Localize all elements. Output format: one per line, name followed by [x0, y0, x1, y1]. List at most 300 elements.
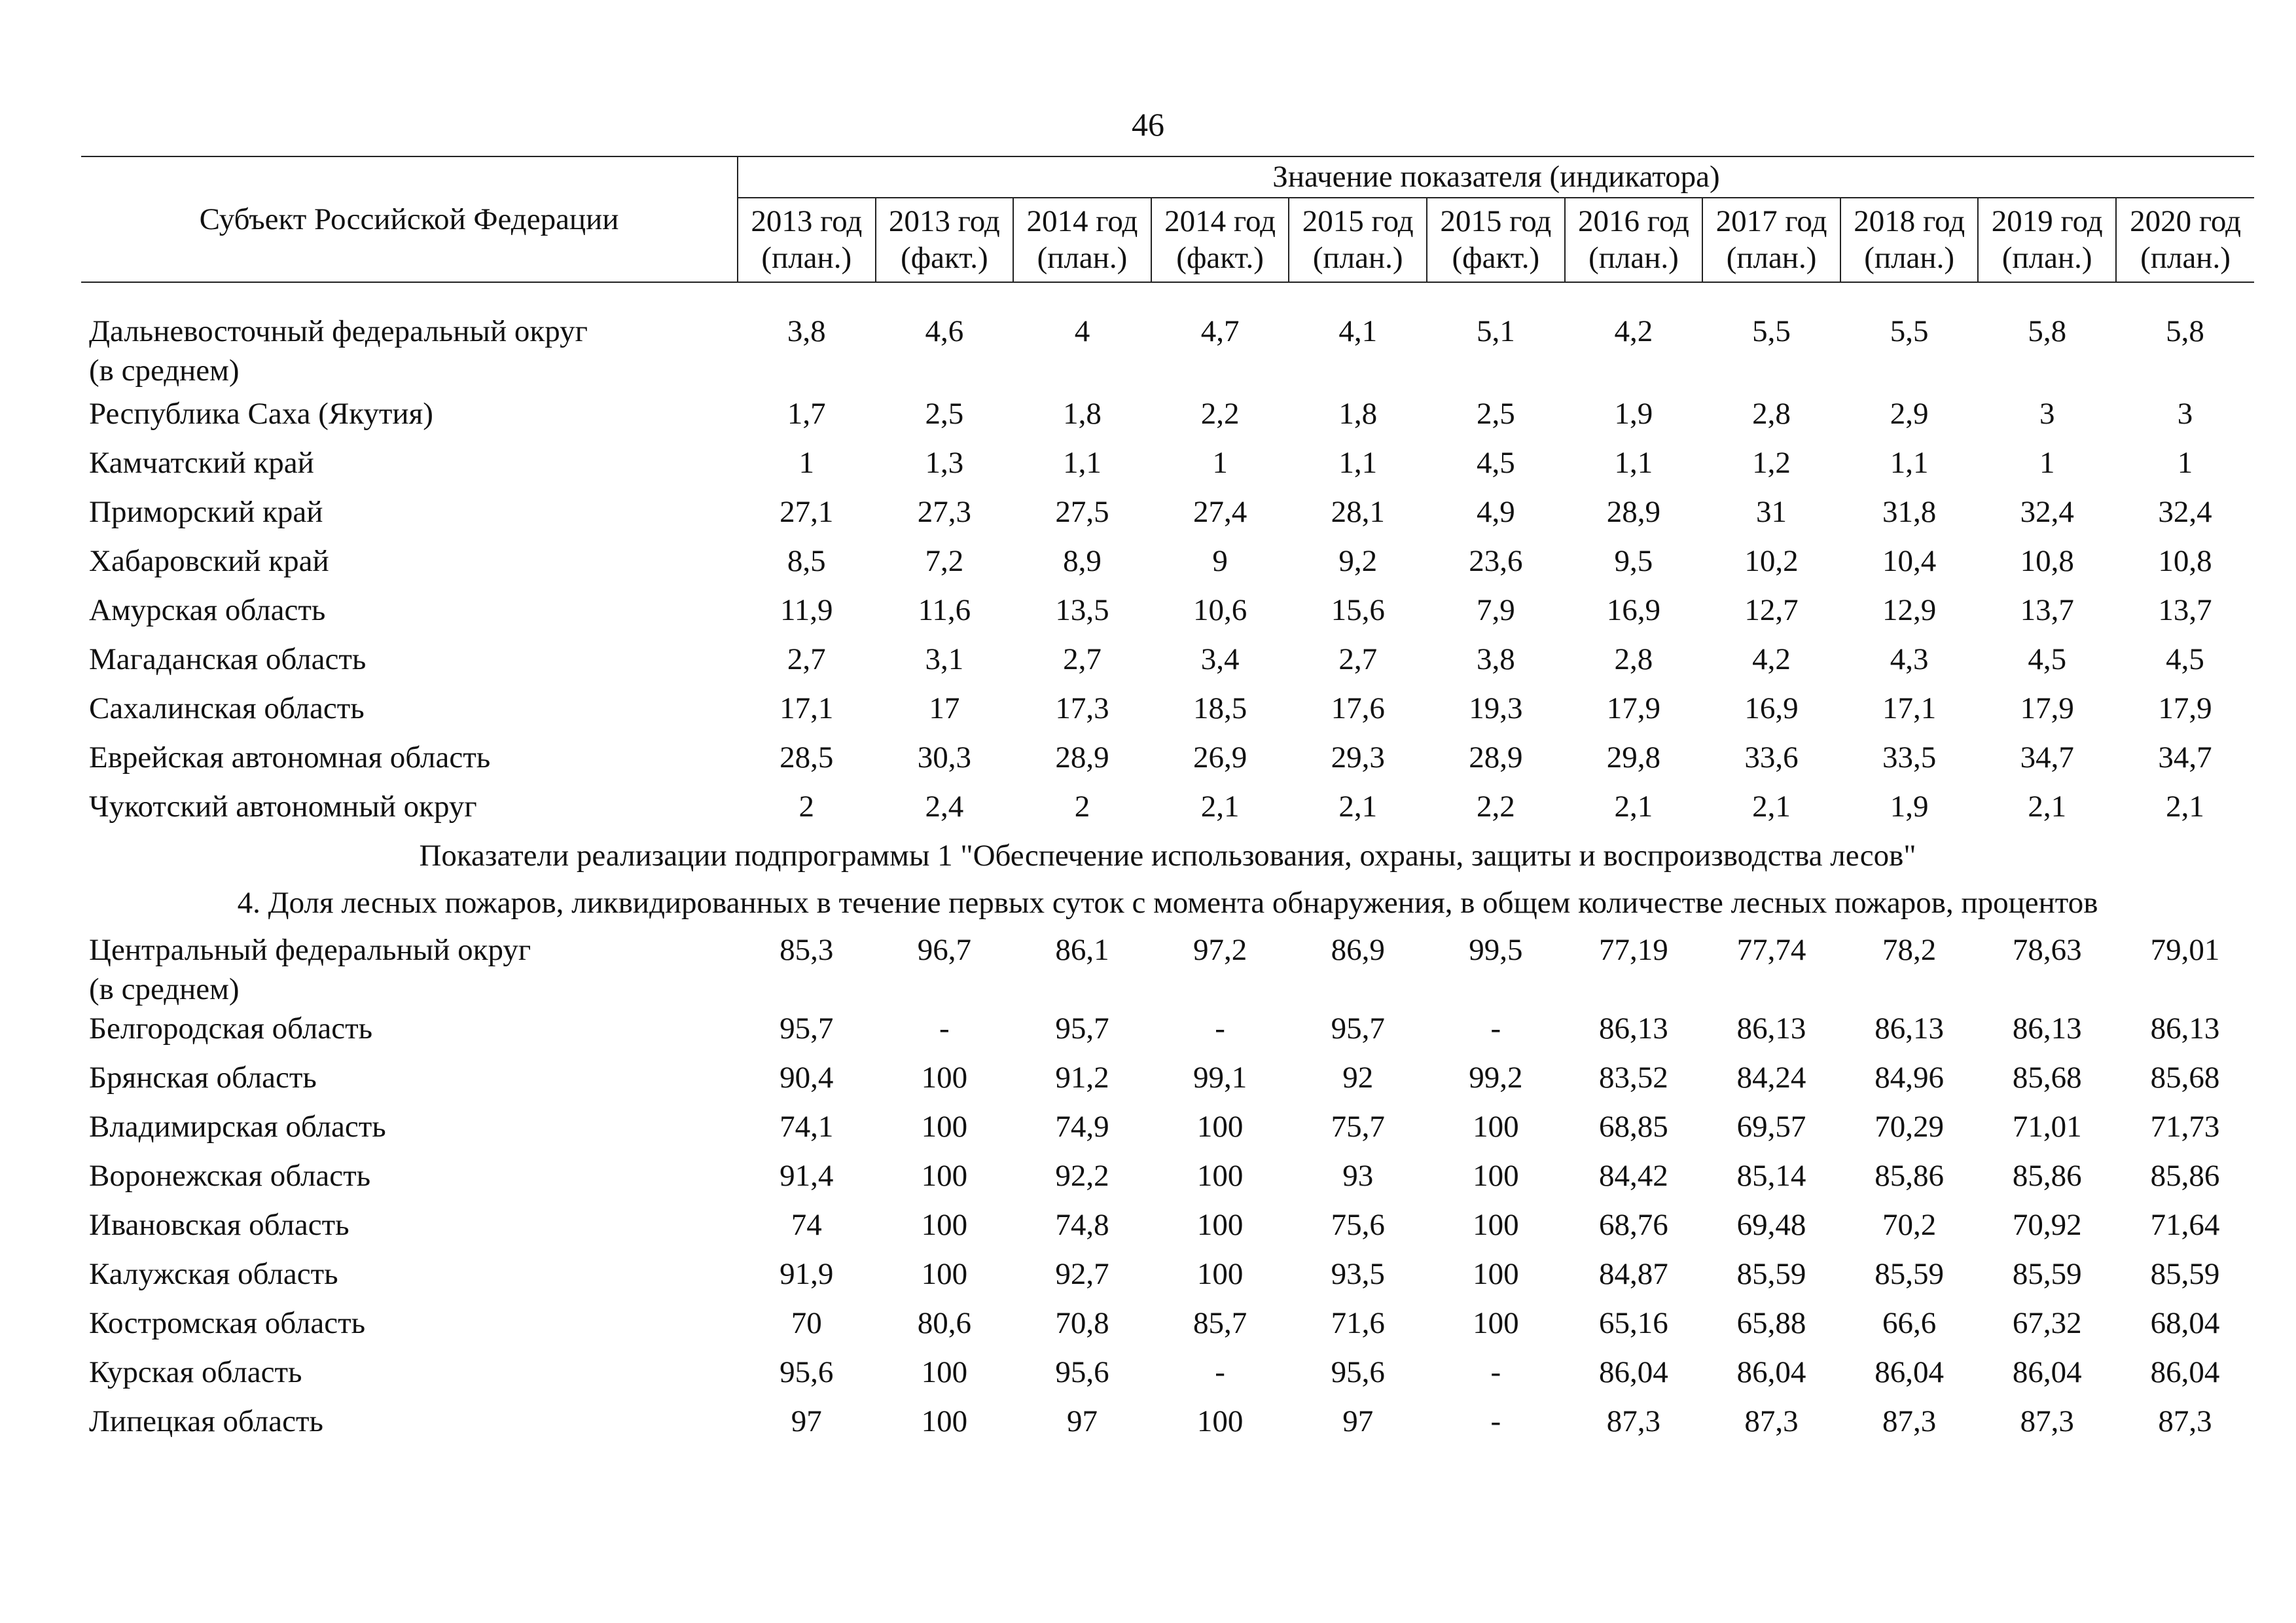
value-cell: 1,8 — [1338, 397, 1378, 431]
year-label: 2017 год — [1715, 204, 1827, 239]
year-column-header — [1565, 198, 1703, 282]
subject-cell: Центральный федеральный округ (в среднем) — [89, 933, 531, 1006]
value-cell: 86,13 — [2150, 1012, 2220, 1046]
value-cell: 4,2 — [1752, 642, 1791, 676]
value-cell: 100 — [1473, 1110, 1519, 1144]
value-cell: 4,5 — [1476, 446, 1515, 480]
value-cell: 1,1 — [1338, 446, 1378, 480]
value-cell: 86,13 — [1874, 1012, 1945, 1046]
value-cell: 74,1 — [780, 1110, 834, 1144]
value-cell: 1,2 — [1752, 446, 1791, 480]
value-cell: 85,59 — [1736, 1257, 1806, 1291]
value-cell: 80,6 — [917, 1306, 971, 1340]
year-label: 2013 год — [888, 204, 1000, 239]
value-cell: 86,04 — [2012, 1355, 2082, 1389]
value-cell: 78,2 — [1882, 933, 1937, 967]
value-cell: 17,9 — [2158, 691, 2212, 725]
value-cell: 100 — [1473, 1208, 1519, 1242]
value-cell: 2 — [798, 790, 815, 824]
table-row — [81, 1254, 2254, 1304]
value-cell: 79,01 — [2150, 933, 2220, 967]
value-cell: 2,1 — [1200, 790, 1240, 824]
year-label: 2015 год — [1302, 204, 1414, 239]
value-cell: - — [939, 1012, 950, 1046]
value-cell: 84,24 — [1736, 1061, 1806, 1095]
table-row — [81, 1205, 2254, 1254]
subject-cell: Хабаровский край — [89, 544, 329, 578]
value-cell: 68,85 — [1599, 1110, 1668, 1144]
value-cell: 91,9 — [780, 1257, 834, 1291]
value-cell: 87,3 — [2020, 1404, 2074, 1438]
value-cell: - — [1215, 1012, 1225, 1046]
table-row — [81, 738, 2254, 787]
value-cell: 23,6 — [1469, 544, 1523, 578]
value-cell: 70 — [791, 1306, 822, 1340]
value-cell: 68,76 — [1599, 1208, 1668, 1242]
value-cell: 5,8 — [2028, 314, 2067, 348]
value-cell: 100 — [921, 1355, 968, 1389]
value-cell: 1,1 — [1890, 446, 1929, 480]
subject-cell: Магаданская область — [89, 642, 367, 676]
value-cell: 4,7 — [1200, 314, 1240, 348]
table-row — [81, 640, 2254, 689]
value-cell: 2,9 — [1890, 397, 1929, 431]
value-cell: 85,86 — [1874, 1159, 1945, 1193]
value-cell: 7,9 — [1476, 593, 1515, 627]
value-cell: 13,5 — [1055, 593, 1109, 627]
year-column-header — [1013, 198, 1151, 282]
subprogram-title: Показатели реализации подпрограммы 1 "Обеспечение использования, охраны, защиты и воспроизводства лесов" — [419, 839, 1916, 873]
value-cell: 100 — [921, 1404, 968, 1438]
value-cell: 2,1 — [2166, 790, 2204, 824]
subject-cell: Калужская область — [89, 1257, 338, 1291]
subject-cell: Липецкая область — [89, 1404, 323, 1438]
value-cell: 17,1 — [780, 691, 834, 725]
value-kind-label: (план.) — [1588, 241, 1679, 276]
value-cell: 34,7 — [2020, 740, 2074, 775]
page-number: 46 — [1132, 106, 1164, 143]
value-cell: 87,3 — [1882, 1404, 1937, 1438]
value-cell: 3,8 — [1476, 642, 1515, 676]
indicator-value-group-header: Значение показателя (индикатора) — [738, 156, 2254, 198]
indicator-title: 4. Доля лесных пожаров, ликвидированных в течение первых суток с момента обнаружения, в общем количестве лесных пожаров, процентов — [237, 886, 2098, 920]
table-row — [81, 541, 2254, 591]
value-cell: 4,3 — [1890, 642, 1929, 676]
subprogram-title-row — [81, 836, 2254, 883]
value-cell: 86,13 — [2012, 1012, 2082, 1046]
value-cell: 77,19 — [1599, 933, 1668, 967]
value-kind-label: (план.) — [1037, 241, 1128, 276]
value-cell: 17,9 — [1606, 691, 1661, 725]
year-column-header — [738, 198, 876, 282]
value-cell: 10,4 — [1882, 544, 1937, 578]
subject-cell: Владимирская область — [89, 1110, 386, 1144]
value-cell: 90,4 — [780, 1061, 834, 1095]
value-cell: 19,3 — [1469, 691, 1523, 725]
table-row — [81, 492, 2254, 541]
value-cell: 91,4 — [780, 1159, 834, 1193]
value-cell: 86,9 — [1331, 933, 1385, 967]
year-label: 2015 год — [1440, 204, 1552, 239]
value-cell: 85,86 — [2012, 1159, 2082, 1193]
value-cell: 100 — [1473, 1159, 1519, 1193]
value-cell: 93,5 — [1331, 1257, 1385, 1291]
value-kind-label: (факт.) — [1176, 241, 1264, 276]
value-cell: 95,6 — [1331, 1355, 1385, 1389]
table-row — [81, 591, 2254, 640]
value-cell: 74 — [791, 1208, 822, 1242]
value-cell: 99,1 — [1193, 1061, 1247, 1095]
value-cell: 74,8 — [1055, 1208, 1109, 1242]
value-kind-label: (план.) — [1312, 241, 1403, 276]
value-cell: 28,9 — [1606, 495, 1661, 529]
subject-cell: Сахалинская область — [89, 691, 365, 725]
value-cell: 95,6 — [780, 1355, 834, 1389]
value-cell: 87,3 — [1606, 1404, 1661, 1438]
subject-cell: Камчатский край — [89, 446, 314, 480]
table-row — [81, 1304, 2254, 1353]
value-cell: 75,7 — [1331, 1110, 1385, 1144]
value-cell: 100 — [921, 1257, 968, 1291]
year-column-header — [1702, 198, 1840, 282]
value-cell: 7,2 — [925, 544, 964, 578]
value-cell: 2,8 — [1614, 642, 1653, 676]
year-label: 2018 год — [1854, 204, 1965, 239]
value-cell: 87,3 — [2158, 1404, 2212, 1438]
value-cell: 10,8 — [2158, 544, 2212, 578]
value-cell: 85,7 — [1193, 1306, 1247, 1340]
value-cell: 70,29 — [1874, 1110, 1945, 1144]
value-cell: 28,5 — [780, 740, 834, 775]
year-label: 2014 год — [1026, 204, 1138, 239]
value-cell: 27,5 — [1055, 495, 1109, 529]
value-cell: 71,6 — [1331, 1306, 1385, 1340]
value-cell: 83,52 — [1599, 1061, 1668, 1095]
spacer — [81, 282, 2254, 312]
value-cell: 85,59 — [1874, 1257, 1945, 1291]
value-cell: 92,2 — [1055, 1159, 1109, 1193]
value-cell: 97 — [791, 1404, 822, 1438]
value-cell: 2,1 — [1614, 790, 1653, 824]
year-column-header — [1427, 198, 1565, 282]
value-cell: 1 — [798, 446, 815, 480]
table-row — [81, 1402, 2254, 1451]
value-cell: 92,7 — [1055, 1257, 1109, 1291]
subject-cell: Дальневосточный федеральный округ (в среднем) — [89, 314, 588, 388]
value-cell: 100 — [921, 1061, 968, 1095]
value-cell: 87,3 — [1744, 1404, 1799, 1438]
value-cell: 2,1 — [1338, 790, 1378, 824]
value-cell: 8,9 — [1063, 544, 1102, 578]
value-cell: 26,9 — [1193, 740, 1247, 775]
value-cell: 15,6 — [1331, 593, 1385, 627]
value-cell: 8,5 — [787, 544, 826, 578]
year-column-header — [2116, 198, 2254, 282]
value-cell: 97 — [1066, 1404, 1098, 1438]
value-cell: 84,42 — [1599, 1159, 1668, 1193]
value-cell: 5,1 — [1476, 314, 1515, 348]
value-cell: 27,1 — [780, 495, 834, 529]
table-row — [81, 930, 2254, 1009]
value-cell: 86,04 — [1736, 1355, 1806, 1389]
value-cell: 95,7 — [1055, 1012, 1109, 1046]
value-cell: - — [1490, 1355, 1501, 1389]
value-cell: 28,9 — [1055, 740, 1109, 775]
subject-cell: Еврейская автономная область — [89, 740, 491, 775]
value-cell: 85,68 — [2012, 1061, 2082, 1095]
value-cell: 3,1 — [925, 642, 964, 676]
value-cell: 5,5 — [1752, 314, 1791, 348]
value-cell: 100 — [921, 1208, 968, 1242]
value-cell: 99,2 — [1469, 1061, 1523, 1095]
value-cell: 27,3 — [917, 495, 971, 529]
value-cell: 66,6 — [1882, 1306, 1937, 1340]
value-cell: 85,86 — [2150, 1159, 2220, 1193]
value-kind-label: (план.) — [2140, 241, 2231, 276]
value-cell: 9,2 — [1338, 544, 1378, 578]
value-cell: 2,8 — [1752, 397, 1791, 431]
table-row — [81, 443, 2254, 492]
value-cell: 27,4 — [1193, 495, 1247, 529]
value-cell: 12,9 — [1882, 593, 1937, 627]
subject-cell: Костромская область — [89, 1306, 366, 1340]
value-cell: 85,14 — [1736, 1159, 1806, 1193]
value-kind-label: (план.) — [1726, 241, 1817, 276]
table-row — [81, 1353, 2254, 1402]
value-cell: 85,3 — [780, 933, 834, 967]
value-cell: 3 — [2039, 397, 2055, 431]
value-cell: 10,2 — [1744, 544, 1799, 578]
value-cell: 3,8 — [787, 314, 826, 348]
subject-cell: Брянская область — [89, 1061, 317, 1095]
value-cell: 2,7 — [1063, 642, 1102, 676]
value-cell: 84,96 — [1874, 1061, 1945, 1095]
value-cell: 71,73 — [2150, 1110, 2220, 1144]
value-cell: 4,5 — [2028, 642, 2067, 676]
year-label: 2020 год — [2130, 204, 2241, 239]
value-cell: 2,1 — [2028, 790, 2067, 824]
year-column-header — [1289, 198, 1427, 282]
value-cell: 100 — [1196, 1404, 1244, 1438]
value-cell: 10,6 — [1193, 593, 1247, 627]
value-cell: 10,8 — [2020, 544, 2074, 578]
value-cell: 2,2 — [1476, 790, 1515, 824]
value-cell: 28,9 — [1469, 740, 1523, 775]
value-cell: 85,59 — [2012, 1257, 2082, 1291]
value-cell: 28,1 — [1331, 495, 1385, 529]
subject-cell: Приморский край — [89, 495, 323, 529]
value-cell: 99,5 — [1469, 933, 1523, 967]
value-cell: 100 — [921, 1159, 968, 1193]
value-cell: 86,04 — [1599, 1355, 1668, 1389]
value-cell: 1 — [1212, 446, 1228, 480]
value-cell: 95,6 — [1055, 1355, 1109, 1389]
table-row — [81, 787, 2254, 836]
table-row — [81, 1107, 2254, 1156]
value-cell: 86,04 — [2150, 1355, 2220, 1389]
value-cell: 1,9 — [1890, 790, 1929, 824]
subject-cell: Республика Саха (Якутия) — [89, 397, 433, 431]
value-cell: 77,74 — [1736, 933, 1806, 967]
value-cell: 86,13 — [1736, 1012, 1806, 1046]
subject-cell: Чукотский автономный округ — [89, 790, 477, 824]
value-cell: 1,3 — [925, 446, 964, 480]
value-cell: 1 — [2039, 446, 2055, 480]
year-label: 2019 год — [1991, 204, 2103, 239]
year-column-header — [1978, 198, 2116, 282]
value-cell: 71,64 — [2150, 1208, 2220, 1242]
value-cell: 17,3 — [1055, 691, 1109, 725]
year-column-header — [876, 198, 1014, 282]
subject-cell: Курская область — [89, 1355, 302, 1389]
value-cell: 86,1 — [1055, 933, 1109, 967]
value-cell: 13,7 — [2020, 593, 2074, 627]
value-cell: 70,8 — [1055, 1306, 1109, 1340]
subject-cell: Амурская область — [89, 593, 326, 627]
value-cell: 9,5 — [1614, 544, 1653, 578]
value-cell: 2,1 — [1752, 790, 1791, 824]
value-cell: 97 — [1342, 1404, 1374, 1438]
value-cell: 69,48 — [1736, 1208, 1806, 1242]
value-cell: 100 — [1473, 1306, 1519, 1340]
subject-column-header: Субъект Российской Федерации — [81, 156, 738, 282]
value-cell: 2,7 — [1338, 642, 1378, 676]
subject-cell: Ивановская область — [89, 1208, 350, 1242]
value-cell: 33,5 — [1882, 740, 1937, 775]
value-cell: 97,2 — [1193, 933, 1247, 967]
value-cell: 100 — [1196, 1110, 1244, 1144]
value-cell: 1,7 — [787, 397, 826, 431]
value-cell: 100 — [1196, 1257, 1244, 1291]
value-cell: 92 — [1342, 1061, 1374, 1095]
value-cell: 1,1 — [1063, 446, 1102, 480]
value-cell: 85,68 — [2150, 1061, 2220, 1095]
value-cell: 95,7 — [1331, 1012, 1385, 1046]
value-cell: 1 — [2177, 446, 2193, 480]
indicator-title-row — [81, 883, 2254, 930]
value-cell: 31,8 — [1882, 495, 1937, 529]
value-kind-label: (план.) — [1864, 241, 1954, 276]
value-cell: 1,1 — [1614, 446, 1653, 480]
value-cell: 32,4 — [2158, 495, 2212, 529]
value-cell: 86,04 — [1874, 1355, 1945, 1389]
value-cell: 74,9 — [1055, 1110, 1109, 1144]
value-cell: 100 — [921, 1110, 968, 1144]
value-cell: 4,9 — [1476, 495, 1515, 529]
subject-cell: Воронежская область — [89, 1159, 371, 1193]
table-body — [81, 282, 2254, 1451]
value-cell: 67,32 — [2012, 1306, 2082, 1340]
value-cell: 95,7 — [780, 1012, 834, 1046]
value-cell: 16,9 — [1606, 593, 1661, 627]
value-cell: 100 — [1473, 1257, 1519, 1291]
value-cell: 4 — [1074, 314, 1090, 348]
value-kind-label: (план.) — [761, 241, 852, 276]
value-cell: 70,92 — [2012, 1208, 2082, 1242]
value-cell: 34,7 — [2158, 740, 2212, 775]
value-cell: 13,7 — [2158, 593, 2212, 627]
value-cell: - — [1490, 1404, 1501, 1438]
value-cell: - — [1215, 1355, 1225, 1389]
value-cell: 5,5 — [1890, 314, 1929, 348]
value-cell: 18,5 — [1193, 691, 1247, 725]
indicators-table — [81, 156, 2254, 1451]
value-cell: 4,1 — [1338, 314, 1378, 348]
value-kind-label: (факт.) — [1452, 241, 1540, 276]
value-cell: 12,7 — [1744, 593, 1799, 627]
value-cell: 1,8 — [1063, 397, 1102, 431]
value-cell: 4,2 — [1614, 314, 1653, 348]
value-cell: 2,5 — [925, 397, 964, 431]
table-row — [81, 1058, 2254, 1107]
value-cell: 5,8 — [2166, 314, 2204, 348]
value-cell: 65,16 — [1599, 1306, 1668, 1340]
value-cell: 78,63 — [2012, 933, 2082, 967]
value-cell: 71,01 — [2012, 1110, 2082, 1144]
value-cell: 69,57 — [1736, 1110, 1806, 1144]
value-cell: 75,6 — [1331, 1208, 1385, 1242]
value-cell: - — [1490, 1012, 1501, 1046]
value-cell: 68,04 — [2150, 1306, 2220, 1340]
value-cell: 93 — [1342, 1159, 1374, 1193]
value-cell: 17,6 — [1331, 691, 1385, 725]
value-cell: 4,5 — [2166, 642, 2204, 676]
year-label: 2013 год — [751, 204, 863, 239]
table-row — [81, 689, 2254, 738]
value-cell: 2,7 — [787, 642, 826, 676]
value-cell: 70,2 — [1882, 1208, 1937, 1242]
value-cell: 11,6 — [918, 593, 971, 627]
value-cell: 2,2 — [1200, 397, 1240, 431]
table-row — [81, 394, 2254, 443]
table-row — [81, 1009, 2254, 1058]
table-header — [81, 156, 2254, 282]
value-cell: 32,4 — [2020, 495, 2074, 529]
year-label: 2014 год — [1164, 204, 1276, 239]
value-cell: 1,9 — [1614, 397, 1653, 431]
year-label: 2016 год — [1577, 204, 1689, 239]
year-column-header — [1840, 198, 1979, 282]
value-cell: 2 — [1074, 790, 1090, 824]
value-cell: 30,3 — [917, 740, 971, 775]
value-cell: 100 — [1196, 1159, 1244, 1193]
table-row — [81, 1156, 2254, 1205]
value-cell: 17,1 — [1882, 691, 1937, 725]
value-cell: 2,4 — [925, 790, 964, 824]
value-cell: 65,88 — [1736, 1306, 1806, 1340]
value-cell: 96,7 — [917, 933, 971, 967]
value-cell: 16,9 — [1744, 691, 1799, 725]
value-cell: 91,2 — [1055, 1061, 1109, 1095]
value-kind-label: (план.) — [2001, 241, 2092, 276]
year-column-header — [1151, 198, 1289, 282]
value-cell: 33,6 — [1744, 740, 1799, 775]
value-cell: 85,59 — [2150, 1257, 2220, 1291]
value-cell: 9 — [1212, 544, 1228, 578]
value-cell: 11,9 — [780, 593, 833, 627]
value-cell: 3 — [2177, 397, 2193, 431]
value-cell: 17 — [929, 691, 960, 725]
subject-cell: Белгородская область — [89, 1012, 373, 1046]
value-cell: 17,9 — [2020, 691, 2074, 725]
value-cell: 100 — [1196, 1208, 1244, 1242]
value-cell: 29,8 — [1606, 740, 1661, 775]
table-row — [81, 312, 2254, 394]
value-cell: 31 — [1756, 495, 1787, 529]
value-cell: 86,13 — [1599, 1012, 1668, 1046]
value-cell: 2,5 — [1476, 397, 1515, 431]
value-cell: 3,4 — [1200, 642, 1240, 676]
